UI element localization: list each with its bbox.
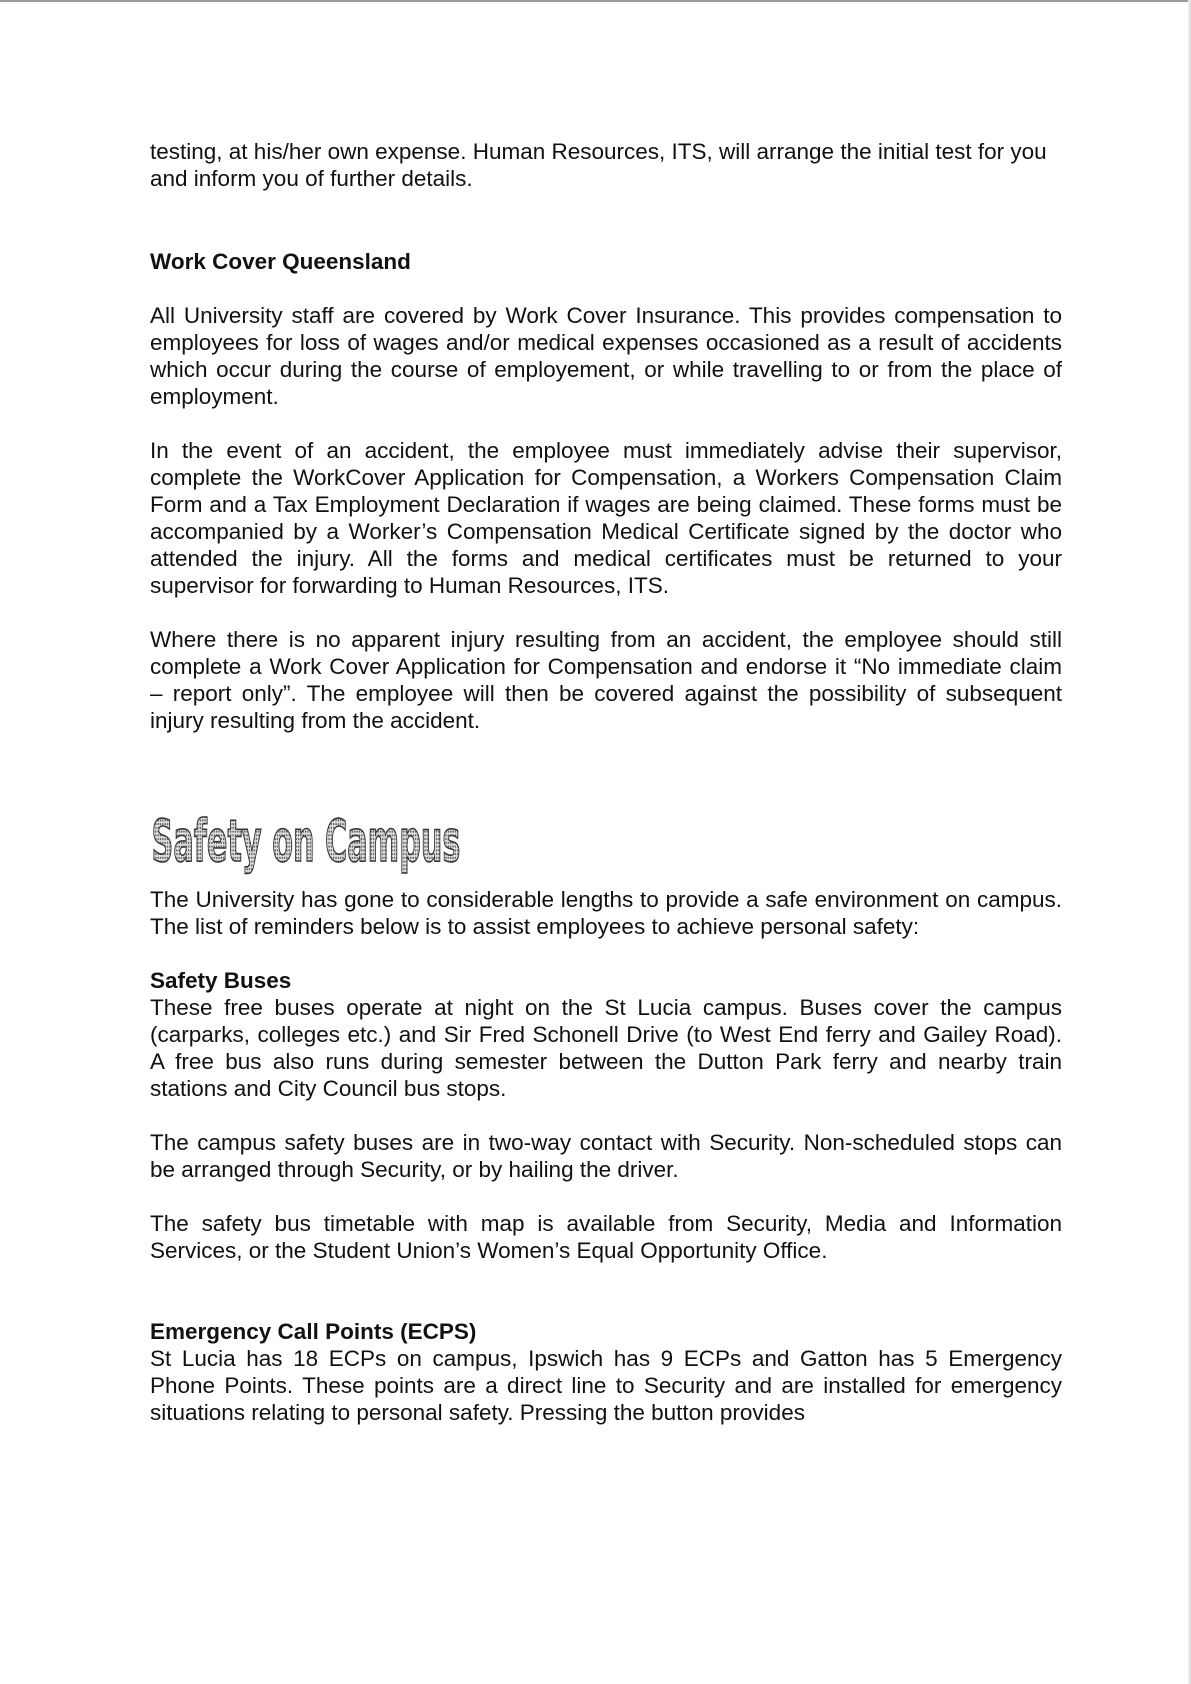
ecps-paragraph-1: St Lucia has 18 ECPs on campus, Ipswich has 9 ECPs and Gatton has 5 Emergency Phone Points. These points are a direct line to Security and are installed for emergency situations relating to personal safety. Pressing the button provides	[150, 1346, 1062, 1425]
safety-on-campus-banner	[150, 786, 480, 886]
document-page	[150, 138, 1062, 1426]
safety-buses-heading: Safety Buses	[150, 968, 292, 993]
work-cover-paragraph-3: Where there is no apparent injury resulting from an accident, the employee should still complete a Work Cover Application for Compensation and endorse it “No immediate claim – report only”. The employee will then be covered against the possibility of subsequent injury resulting from the accident.	[150, 627, 1062, 733]
safety-buses-paragraph-3: The safety bus timetable with map is available from Security, Media and Information Services, or the Student Union’s Women’s Equal Opportunity Office.	[150, 1211, 1062, 1263]
intro-paragraph: testing, at his/her own expense. Human Resources, ITS, will arrange the initial test for you and inform you of further details.	[150, 139, 1047, 191]
work-cover-heading: Work Cover Queensland	[150, 249, 411, 274]
safety-intro-paragraph: The University has gone to considerable lengths to provide a safe environment on campus. The list of reminders below is to assist employees to achieve personal safety:	[150, 887, 1062, 939]
top-scan-rule	[0, 0, 1191, 2]
work-cover-paragraph-2: In the event of an accident, the employee must immediately advise their supervisor, complete the WorkCover Application for Compensation, a Workers Compensation Claim Form and a Tax Employment Declaration if wages are being claimed. These forms must be accompanied by a Worker’s Compensation Medical Certificate signed by the doctor who attended the injury. All the forms and medical certificates must be returned to your supervisor for forwarding to Human Resources, ITS.	[150, 438, 1062, 598]
ecps-heading: Emergency Call Points (ECPS)	[150, 1319, 477, 1344]
safety-buses-paragraph-1: These free buses operate at night on the St Lucia campus. Buses cover the campus (carparks, colleges etc.) and Sir Fred Schonell Drive (to West End ferry and Gailey Road). A free bus also runs during semester between the Dutton Park ferry and nearby train stations and City Council bus stops.	[150, 995, 1062, 1101]
work-cover-paragraph-1: All University staff are covered by Work Cover Insurance. This provides compensation to employees for loss of wages and/or medical expenses occasioned as a result of accidents which occur during the course of employement, or while travelling to or from the place of employment.	[150, 303, 1062, 409]
safety-on-campus-wordart: Safety on Campus	[151, 809, 461, 876]
safety-buses-paragraph-2: The campus safety buses are in two-way contact with Security. Non-scheduled stops can be arranged through Security, or by hailing the driver.	[150, 1130, 1062, 1182]
